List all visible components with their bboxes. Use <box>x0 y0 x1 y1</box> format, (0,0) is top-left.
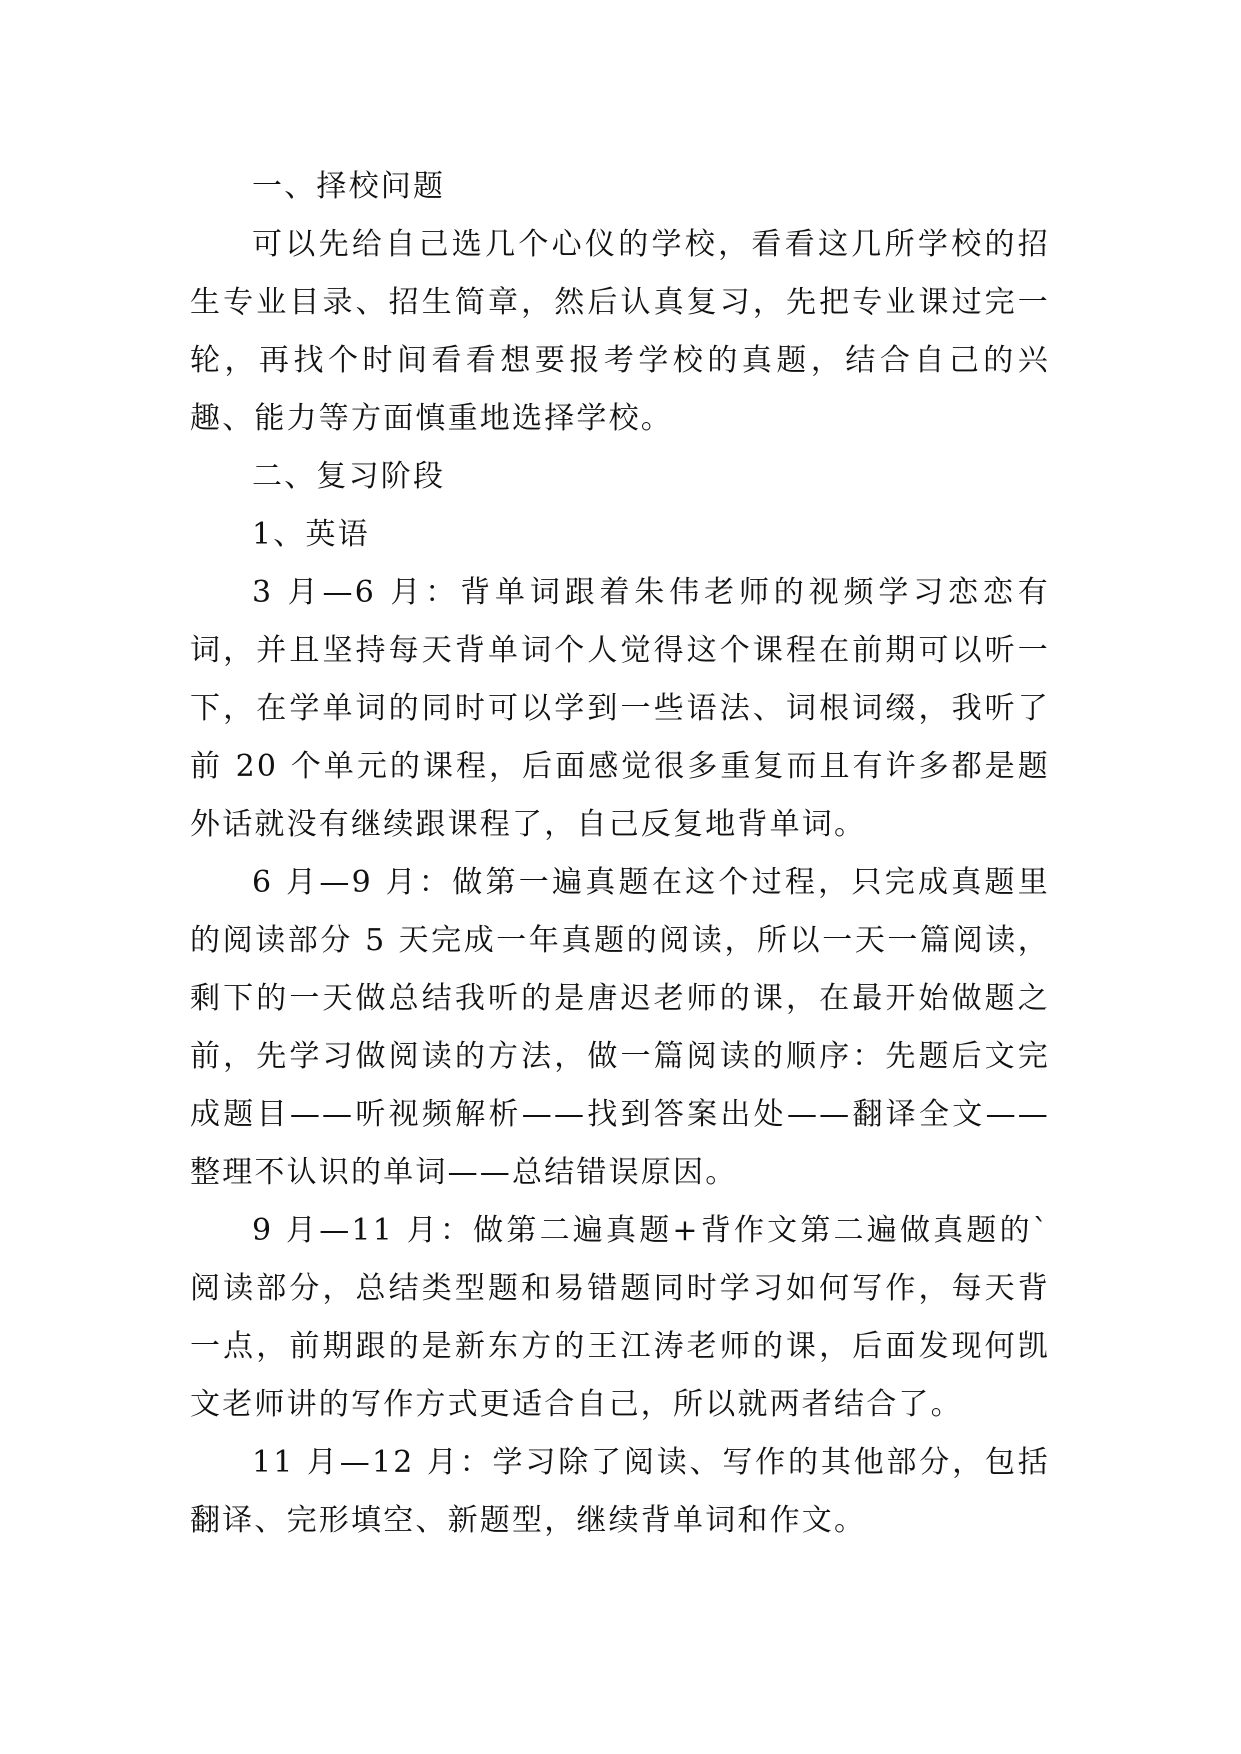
heading-school-choice: 一、择校问题 <box>252 169 446 204</box>
paragraph-september-november: 9 月—11 月：做第二遍真题+背作文第二遍做真题的`阅读部分，总结类型题和易错题同时学习如何写作，每天背一点，前期跟的是新东方的王江涛老师的课，后面发现何凯文老师讲的写作方式更适合自己，所以就两者结合了。 <box>190 1213 1050 1422</box>
paragraph-june-september: 6 月—9 月：做第一遍真题在这个过程，只完成真题里的阅读部分 5 天完成一年真题的阅读，所以一天一篇阅读，剩下的一天做总结我听的是唐迟老师的课，在最开始做题之前，先学习做阅读的方法，做一篇阅读的顺序：先题后文完成题目——听视频解析——找到答案出处——翻译全文——整理不认识的单词——总结错误原因。 <box>190 865 1050 1190</box>
document-body <box>190 158 1050 1550</box>
paragraph-march-june: 3 月—6 月：背单词跟着朱伟老师的视频学习恋恋有词，并且坚持每天背单词个人觉得这个课程在前期可以听一下，在学单词的同时可以学到一些语法、词根词缀，我听了前 20 个单元的课程，后面感觉很多重复而且有许多都是题外话就没有继续跟课程了，自己反复地背单词。 <box>190 575 1050 842</box>
paragraph-school-choice: 可以先给自己选几个心仪的学校，看看这几所学校的招生专业目录、招生简章，然后认真复习，先把专业课过完一轮，再找个时间看看想要报考学校的真题，结合自己的兴趣、能力等方面慎重地选择学校。 <box>190 227 1050 436</box>
heading-review-stage: 二、复习阶段 <box>252 459 446 494</box>
subheading-english: 1、英语 <box>252 517 370 552</box>
paragraph-november-december: 11 月—12 月：学习除了阅读、写作的其他部分，包括翻译、完形填空、新题型，继续背单词和作文。 <box>190 1445 1050 1538</box>
